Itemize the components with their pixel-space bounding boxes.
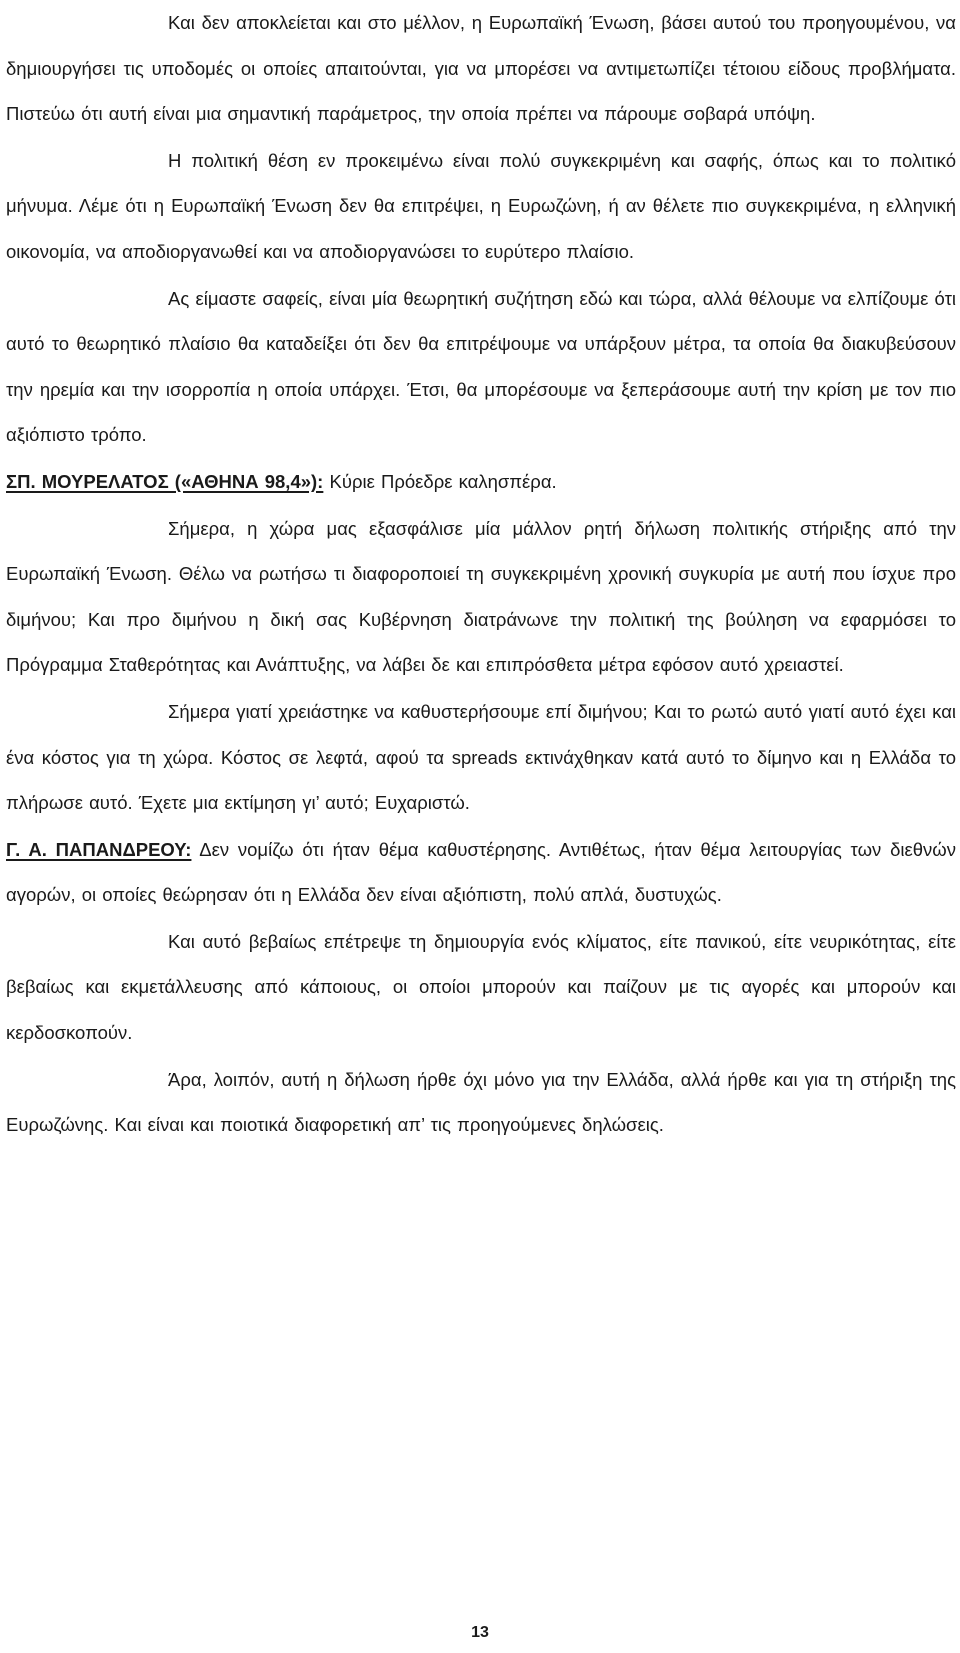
paragraph-5 — [6, 506, 956, 688]
speaker-name: ΣΠ. ΜΟΥΡΕΛΑΤΟΣ («ΑΘΗΝΑ 98,4»): — [6, 470, 324, 492]
paragraph-1 — [6, 0, 956, 137]
paragraph-text: Σήμερα γιατί χρειάστηκε να καθυστερήσουμε επί διμήνου; Και το ρωτώ αυτό γιατί αυτό έχει και ένα κόστος για τη χώρα. Κόστος σε λεφτά, αφού τα spreads εκτινάχθηκαν κατά αυτό το δίμηνο και η Ελλάδα το πλήρωσε αυτό. Έχετε μια εκτίμηση γι’ αυτό; Ευχαριστώ. — [6, 700, 956, 814]
paragraph-text: Άρα, λοιπόν, αυτή η δήλωση ήρθε όχι μόνο για την Ελλάδα, αλλά ήρθε και για τη στήριξη της Ευρωζώνης. Και είναι και ποιοτικά διαφορετική απ’ τις προηγούμενες δηλώσεις. — [6, 1068, 956, 1136]
paragraph-text: Κύριε Πρόεδρε καλησπέρα. — [323, 470, 557, 492]
speaker-paragraph-mourelatos — [6, 459, 956, 505]
paragraph-text: Και δεν αποκλείεται και στο μέλλον, η Ευρωπαϊκή Ένωση, βάσει αυτού του προηγουμένου, να δημιουργήσει τις υποδομές οι οποίες απαιτούνται, για να μπορέσει να αντιμετωπίζει τέτοιου είδους προβλήματα. Πιστεύω ότι αυτή είναι μια σημαντική παράμετρος, την οποία πρέπει να πάρουμε σοβαρά υπόψη. — [6, 12, 956, 125]
paragraph-text: Και αυτό βεβαίως επέτρεψε τη δημιουργία ενός κλίματος, είτε πανικού, είτε νευρικότητας, είτε βεβαίως και εκμετάλλευσης από κάποιους, οι οποίοι μπορούν και παίζουν με τις αγορές και μπορούν και κερδοσκοπούν. — [6, 930, 956, 1044]
document-body — [6, 0, 956, 1148]
paragraph-text: Δεν νομίζω ότι ήταν θέμα καθυστέρησης. Αντιθέτως, ήταν θέμα λειτουργίας των διεθνών αγορών, οι οποίες θεώρησαν ότι η Ελλάδα δεν είναι αξιόπιστη, πολύ απλά, δυστυχώς. — [6, 838, 956, 906]
paragraph-2 — [6, 138, 956, 275]
paragraph-text: Η πολιτική θέση εν προκειμένω είναι πολύ συγκεκριμένη και σαφής, όπως και το πολιτικό μήνυμα. Λέμε ότι η Ευρωπαϊκή Ένωση δεν θα επιτρέψει, η Ευρωζώνη, ή αν θέλετε πιο συγκεκριμένα, η ελληνική οικονομία, να αποδιοργανωθεί και να αποδιοργανώσει το ευρύτερο πλαίσιο. — [6, 149, 956, 262]
paragraph-text: Ας είμαστε σαφείς, είναι μία θεωρητική συζήτηση εδώ και τώρα, αλλά θέλουμε να ελπίζουμε ότι αυτό το θεωρητικό πλαίσιο θα καταδείξει ότι δεν θα επιτρέψουμε να υπάρξουν μέτρα, τα οποία θα διακυβεύσουν την ηρεμία και την ισορροπία η οποία υπάρχει. Έτσι, θα μπορέσουμε να ξεπεράσουμε αυτή την κρίση με τον πιο αξιόπιστο τρόπο. — [6, 287, 956, 446]
page-number: 13 — [471, 1624, 489, 1641]
paragraph-9 — [6, 1057, 956, 1148]
speaker-name: Γ. Α. ΠΑΠΑΝΔΡΕΟΥ: — [6, 838, 192, 860]
speaker-paragraph-papandreou — [6, 827, 956, 918]
paragraph-8 — [6, 919, 956, 1056]
paragraph-3 — [6, 276, 956, 458]
paragraph-text: Σήμερα, η χώρα μας εξασφάλισε μία μάλλον ρητή δήλωση πολιτικής στήριξης από την Ευρωπαϊκή Ένωση. Θέλω να ρωτήσω τι διαφοροποιεί τη συγκεκριμένη χρονική συγκυρία με αυτή που ίσχυε προ διμήνου; Και προ διμήνου η δική σας Κυβέρνηση διατράνωνε την πολιτική της βούληση να εφαρμόσει το Πρόγραμμα Σταθερότητας και Ανάπτυξης, να λάβει δε και επιπρόσθετα μέτρα εφόσον αυτό χρειαστεί. — [6, 517, 956, 676]
paragraph-6 — [6, 689, 956, 826]
